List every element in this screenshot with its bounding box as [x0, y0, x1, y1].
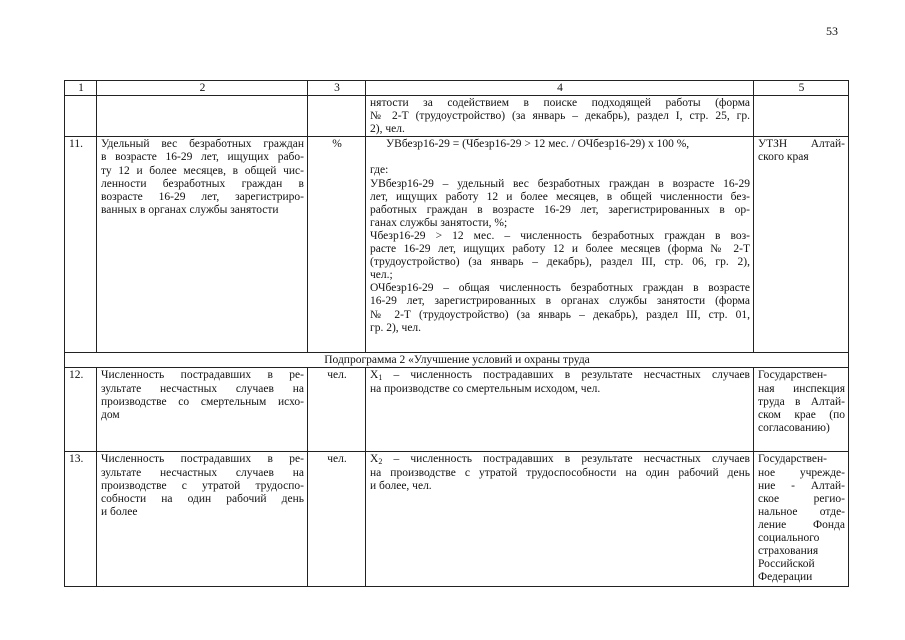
cell-name	[97, 96, 308, 137]
source-line: ление Фонда	[758, 518, 845, 531]
section-title: Подпрограмма 2 «Улучшение условий и охраны труда	[65, 353, 849, 368]
cell-source	[754, 96, 849, 137]
formula: УВбезр16-29 = (Чбезр16-29 > 12 мес. / ОЧбезр16-29) x 100 %,	[386, 138, 690, 151]
definition-line: № 2-Т (трудоустройство) (за январь – декабрь), раздел I, стр. 25, гр.	[370, 110, 750, 123]
where-label: где:	[370, 164, 389, 177]
row-number: 13.	[65, 452, 97, 587]
indicator-definition	[366, 137, 754, 353]
unit: чел.	[308, 368, 366, 452]
name-line: ленности безработных граждан в	[101, 177, 304, 190]
definition-line: работных граждан в возрасте 16-29 лет, зарегистрированных в ор-	[370, 203, 750, 216]
source-line: Государствен-	[758, 453, 827, 466]
source-line: ском крае (по	[758, 408, 845, 421]
col-header-3: 3	[308, 81, 366, 96]
page-number: 53	[826, 24, 838, 38]
section-title-row	[65, 353, 849, 368]
name-line: Удельный вес безработных граждан	[101, 138, 304, 151]
definition-text: – численность пострадавших в результате несчастных случаев	[382, 369, 750, 382]
indicator-definition	[366, 368, 754, 452]
definition-line: чел.;	[370, 269, 393, 282]
table-row-12	[65, 368, 849, 452]
table-row-11	[65, 137, 849, 353]
definition-line: нятости за содействием в поиске подходящей работы (форма	[370, 97, 750, 110]
name-line: ту 12 и более месяцев, в общей чис-	[101, 164, 304, 177]
name-line: Численность пострадавших в ре-	[101, 369, 304, 382]
row-number: 11.	[65, 137, 97, 353]
definition-line: Чбезр16-29 > 12 мес. – численность безработных граждан в воз-	[370, 229, 750, 242]
indicator-name	[97, 452, 308, 587]
indicator-name	[97, 137, 308, 353]
col-header-1: 1	[65, 81, 97, 96]
definition-line: расте 16-29 лет, ищущих работу 12 и более месяцев (форма № 2-Т	[370, 243, 750, 256]
name-line: дом	[101, 408, 120, 421]
name-line: ванных в органах службы занятости	[101, 203, 279, 216]
variable-subscript: 2	[378, 457, 383, 467]
row-number: 12.	[65, 368, 97, 452]
definition-line: № 2-Т (трудоустройство) (за январь – декабрь), раздел III, стр. 01,	[370, 308, 750, 321]
definition-line: УВбезр16-29 – удельный вес безработных граждан в возрасте 16-29	[370, 177, 750, 190]
name-line: производстве со смертельным исхо-	[101, 395, 304, 408]
definition-line: лет, ищущих работу 12 и более месяцев, в общей численности без-	[370, 190, 750, 203]
name-line: возрасте 16-29 лет, зарегистриро-	[101, 190, 304, 203]
source-line: Государствен-	[758, 369, 827, 382]
source-line: Российской	[758, 558, 815, 571]
variable-subscript: 1	[378, 373, 383, 383]
definition-line	[370, 369, 750, 382]
name-line: производстве с утратой трудоспо-	[101, 479, 304, 492]
source-line: ное учрежде-	[758, 466, 845, 479]
indicator-name	[97, 368, 308, 452]
variable-symbol: X	[370, 369, 379, 382]
definition-line: 2), чел.	[370, 123, 405, 136]
indicator-definition	[366, 452, 754, 587]
table-row-13	[65, 452, 849, 587]
definition-line: ганах службы занятости, %;	[370, 216, 508, 229]
name-line: в возрасте 16-29 лет, ищущих рабо-	[101, 151, 304, 164]
definition-line: 16-29 лет, зарегистрированных в органах службы занятости (форма	[370, 295, 750, 308]
definition-line: гр. 2), чел.	[370, 321, 422, 334]
definition-line: на производстве со смертельным исходом, чел.	[370, 382, 601, 395]
source-line: страхования	[758, 545, 819, 558]
col-header-5: 5	[754, 81, 849, 96]
source-line: нальное отде-	[758, 505, 845, 518]
responsible-source	[754, 452, 849, 587]
table-row-continuation	[65, 96, 849, 137]
unit: %	[308, 137, 366, 353]
definition-line: и более, чел.	[370, 479, 432, 492]
definition-line	[370, 453, 750, 466]
name-line: собности на один рабочий день	[101, 492, 304, 505]
cell-num	[65, 96, 97, 137]
source-line: УТЗН Алтай-	[758, 138, 845, 151]
name-line: и более	[101, 505, 138, 518]
name-line: зультате несчастных случаев на	[101, 382, 304, 395]
source-line: ная инспекция	[758, 382, 845, 395]
responsible-source	[754, 137, 849, 353]
cell-definition	[366, 96, 754, 137]
source-line: согласованию)	[758, 421, 830, 434]
definition-line: на производстве с утратой трудоспособности на один рабочий день	[370, 466, 750, 479]
source-line: труда в Алтай-	[758, 395, 845, 408]
name-line: Численность пострадавших в ре-	[101, 453, 304, 466]
source-line: ское регио-	[758, 492, 845, 505]
definition-line: (трудоустройство) (за январь – декабрь), раздел III, стр. 06, гр. 2),	[370, 256, 750, 269]
responsible-source	[754, 368, 849, 452]
table-header-row	[65, 81, 849, 96]
unit: чел.	[308, 452, 366, 587]
definition-text: – численность пострадавших в результате несчастных случаев	[382, 453, 750, 466]
indicators-table	[64, 80, 849, 587]
col-header-4: 4	[366, 81, 754, 96]
source-line: ского края	[758, 151, 809, 164]
source-line: ние - Алтай-	[758, 479, 845, 492]
col-header-2: 2	[97, 81, 308, 96]
spacer	[370, 151, 750, 164]
variable-symbol: X	[370, 453, 379, 466]
name-line: зультате несчастных случаев на	[101, 466, 304, 479]
source-line: социального	[758, 532, 820, 545]
source-line: Федерации	[758, 571, 813, 584]
definition-line: ОЧбезр16-29 – общая численность безработных граждан в возрасте	[370, 282, 750, 295]
cell-unit	[308, 96, 366, 137]
